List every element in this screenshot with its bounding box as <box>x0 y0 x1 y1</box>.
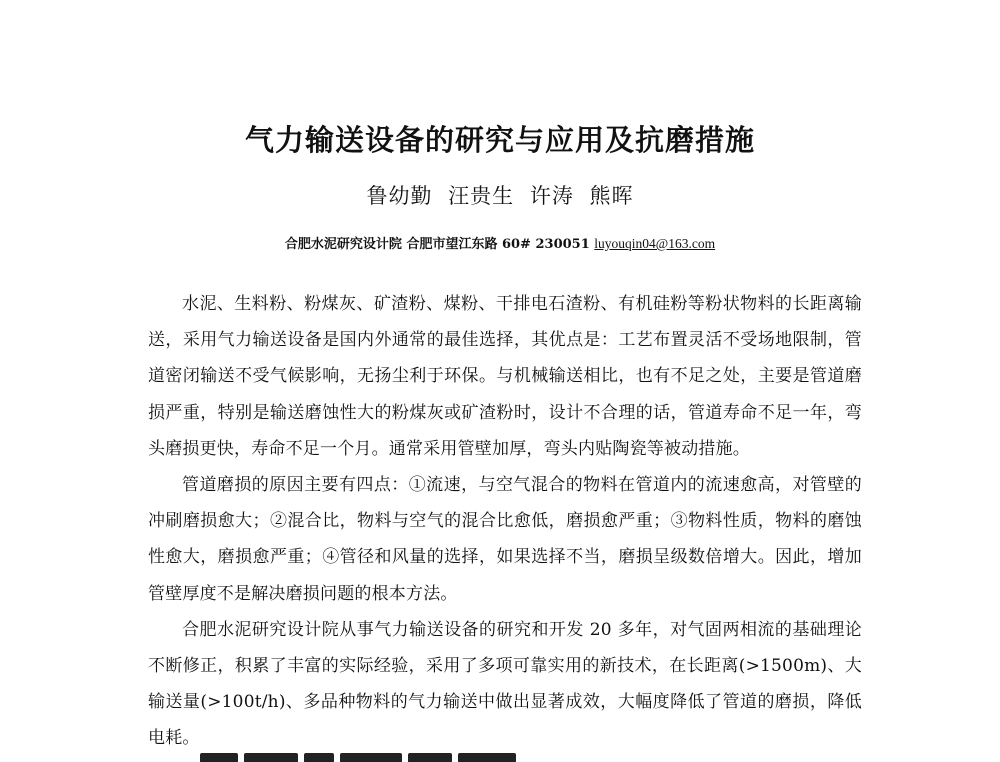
cut-off-glyphs <box>244 753 298 762</box>
cut-off-glyphs <box>304 753 334 762</box>
body-text <box>148 286 862 757</box>
paper-title: 气力输送设备的研究与应用及抗磨措施 <box>244 123 755 157</box>
cut-off-glyphs <box>408 753 452 762</box>
author-name: 鲁幼勤 <box>366 184 433 208</box>
affiliation-org: 合肥水泥研究设计院 <box>284 237 402 252</box>
author-list <box>0 180 1000 210</box>
author-name: 汪贵生 <box>448 184 515 208</box>
paragraph: 合肥水泥研究设计院从事气力输送设备的研究和开发 20 多年，对气固两相流的基础理论不断修正，积累了丰富的实际经验，采用了多项可靠实用的新技术，在长距离(>1500m)、大输送量(>100t/h)、多品种物料的气力输送中做出显著成效，大幅度降低了管道的磨损，降低电耗。 <box>148 619 862 749</box>
cut-off-glyphs <box>340 753 402 762</box>
affiliation-address: 合肥市望江东路 60# <box>406 237 531 252</box>
paragraph: 管道磨损的原因主要有四点：①流速，与空气混合的物料在管道内的流速愈高，对管壁的冲刷磨损愈大；②混合比，物料与空气的混合比愈低，磨损愈严重；③物料性质，物料的磨蚀性愈大，磨损愈严重；④管径和风量的选择，如果选择不当，磨损呈级数倍增大。因此，增加管壁厚度不是解决磨损问题的根本方法。 <box>148 475 862 604</box>
affiliation-line <box>0 233 1000 252</box>
author-name: 许涛 <box>529 184 574 208</box>
author-name: 熊晖 <box>589 184 634 208</box>
cut-off-glyphs <box>200 753 238 762</box>
affiliation-postcode: 230051 <box>535 237 590 252</box>
cut-off-glyphs <box>458 753 516 762</box>
author-email-link[interactable]: luyouqin04@163.com <box>594 236 716 251</box>
paragraph: 水泥、生料粉、粉煤灰、矿渣粉、煤粉、干排电石渣粉、有机硅粉等粉状物料的长距离输送，采用气力输送设备是国内外通常的最佳选择，其优点是：工艺布置灵活不受场地限制，管道密闭输送不受气候影响，无扬尘利于环保。与机械输送相比，也有不足之处，主要是管道磨损严重，特别是输送磨蚀性大的粉煤灰或矿渣粉时，设计不合理的话，管道寿命不足一年，弯头磨损更快，寿命不足一个月。通常采用管壁加厚，弯头内贴陶瓷等被动措施。 <box>148 294 862 459</box>
